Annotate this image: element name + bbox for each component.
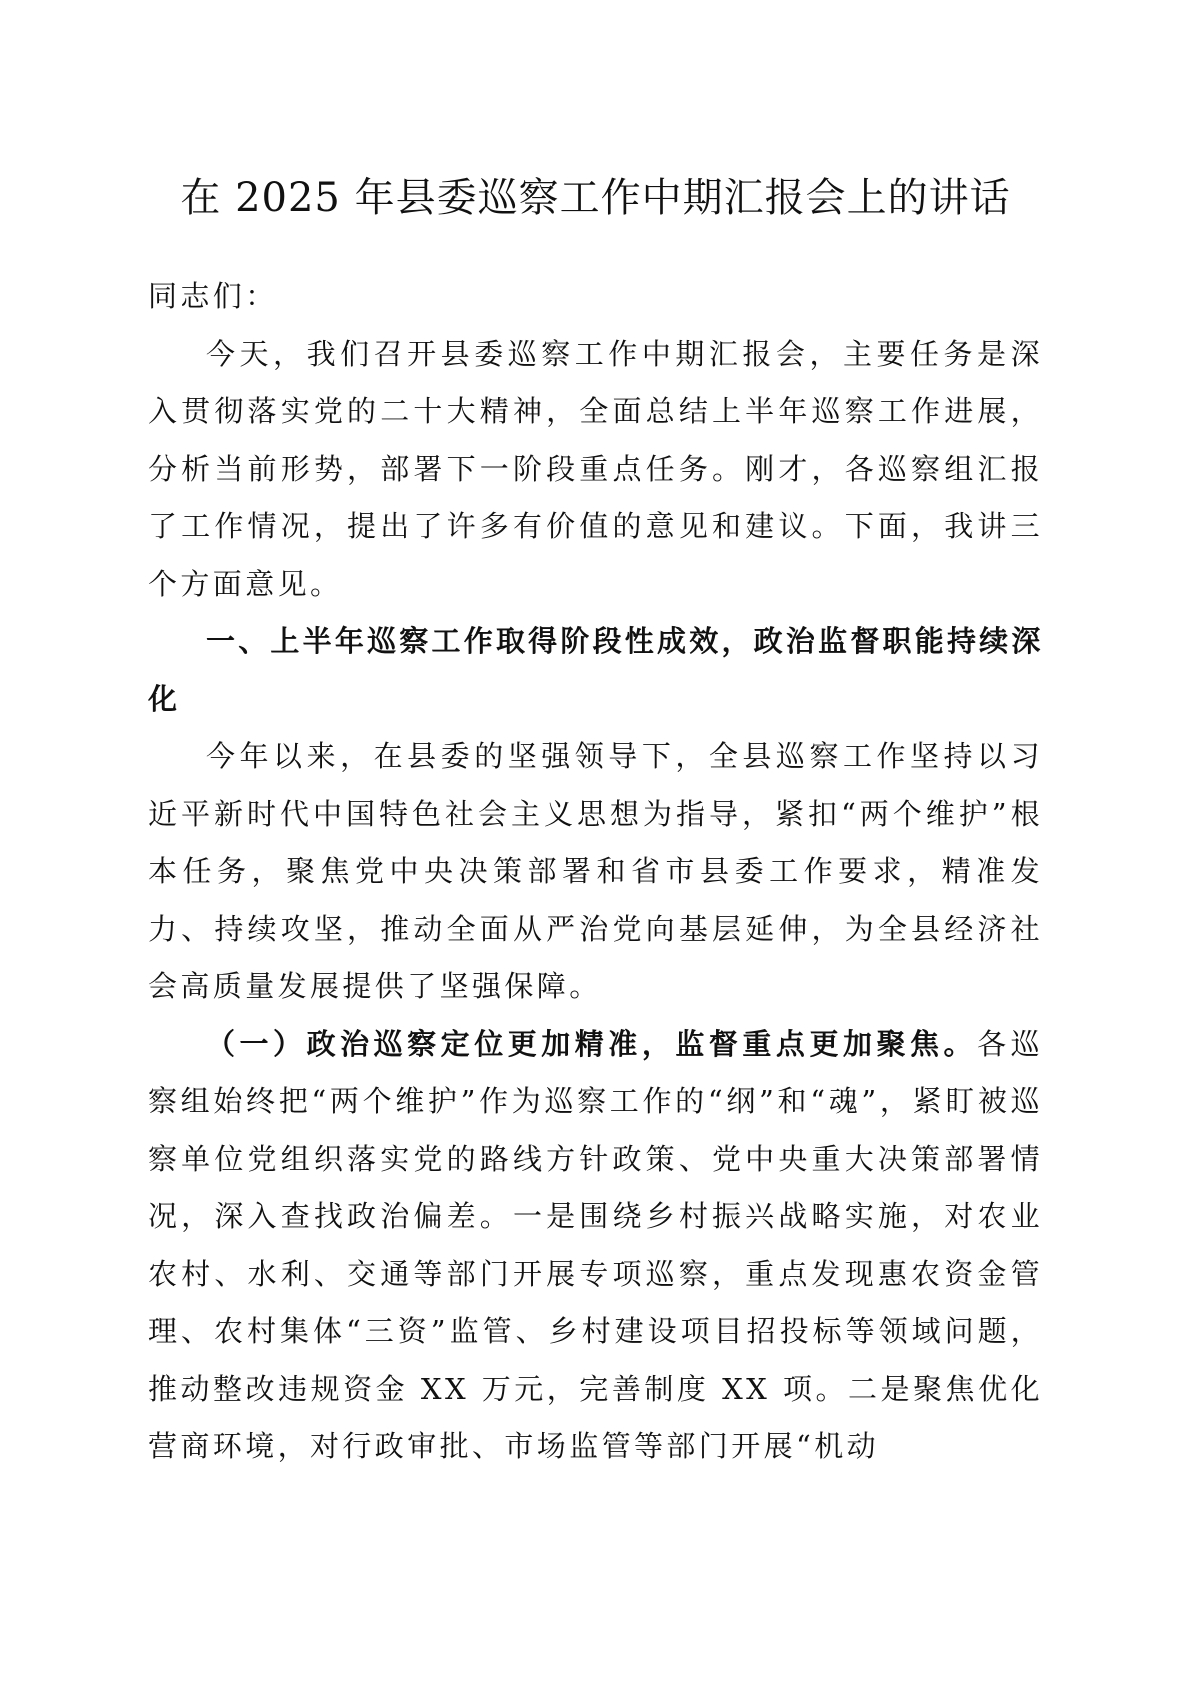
subsection-heading-1: （一）政治巡察定位更加精准，监督重点更加聚焦。 [206,1026,978,1061]
section-heading-1: 一、上半年巡察工作取得阶段性成效，政治监督职能持续深化 [148,624,1043,716]
subsection-1-text: 各巡察组始终把“两个维护”作为巡察工作的“纲”和“魂”，紧盯被巡察单位党组织落实党的路线方针政策、党中央重大决策部署情况，深入查找政治偏差。一是围绕乡村振兴战略实施，对农业农村、水利、交通等部门开展专项巡察，重点发现惠农资金管理、农村集体“三资”监管、乡村建设项目招投标等领域问题，推动整改违规资金 XX 万元，完善制度 XX 项。二是聚焦优化营商环境，对行政审批、市场监管等部门开展“机动 [148,1026,1043,1463]
document-page [148,0,1043,1683]
subsection-1-paragraph [148,1016,1043,1476]
document-title: 在 2025 年县委巡察工作中期汇报会上的讲话 [180,175,1011,221]
section-1-paragraph: 今年以来，在县委的坚强领导下，全县巡察工作坚持以习近平新时代中国特色社会主义思想为指导，紧扣“两个维护”根本任务，聚焦党中央决策部署和省市县委工作要求，精准发力、持续攻坚，推动全面从严治党向基层延伸，为全县经济社会高质量发展提供了坚强保障。 [148,739,1043,1003]
document-body [148,268,1043,1476]
salutation: 同志们： [148,279,278,313]
intro-paragraph: 今天，我们召开县委巡察工作中期汇报会，主要任务是深入贯彻落实党的二十大精神，全面总结上半年巡察工作进展，分析当前形势，部署下一阶段重点任务。刚才，各巡察组汇报了工作情况，提出了许多有价值的意见和建议。下面，我讲三个方面意见。 [148,336,1043,601]
